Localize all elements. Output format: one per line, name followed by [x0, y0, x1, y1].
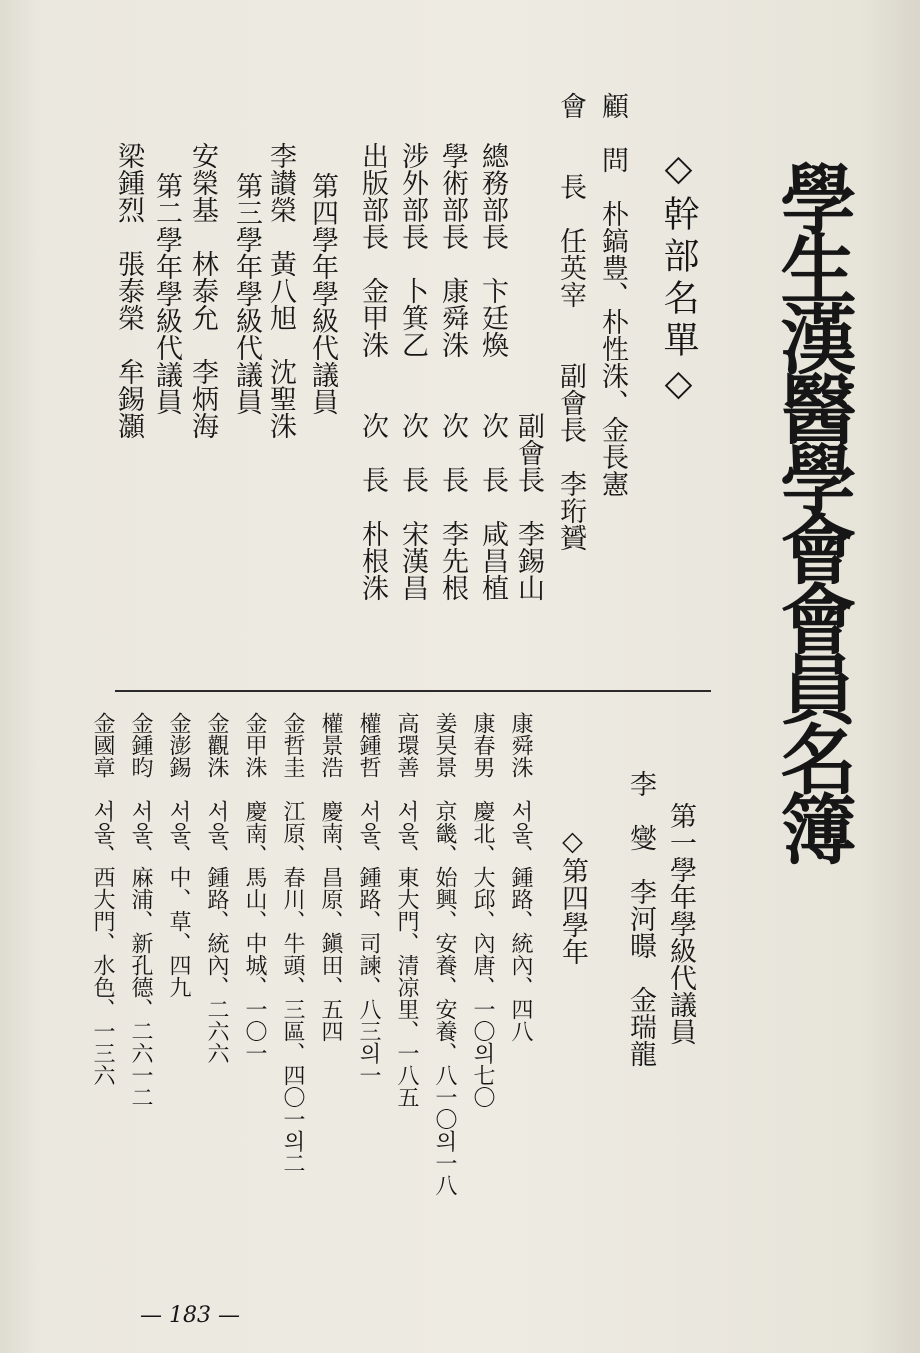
rep2-names: 梁鍾烈 張泰榮 牟錫灝	[113, 142, 144, 439]
member-row: 金哲圭 江原、春川、牛頭、三區、四〇一의二	[280, 712, 305, 1174]
rep3-heading: 第三學年學級代議員	[231, 172, 262, 415]
page-title: 學生漢醫學會會員名簿	[768, 160, 857, 860]
rep2-heading: 第二學年學級代議員	[151, 172, 182, 415]
member-row: 金澎錫 서울、中、草、四九	[166, 712, 191, 998]
officer-row: 總務部長 卞廷煥 次 長 咸昌植	[477, 142, 508, 601]
member-row: 權鍾哲 서울、鍾路、司諫、八三의一	[356, 712, 381, 1086]
bleed-through-text	[876, 60, 912, 1280]
rep1-heading: 第一學年學級代議員	[665, 802, 696, 1045]
member-row: 金國章 서울、西大門、水色、一三六	[90, 712, 115, 1086]
president-line: 會 長 任英宰 副會長 李珩贇	[555, 92, 586, 551]
officer-row: 出版部長 金甲洙 次 長 朴根洙	[357, 142, 388, 601]
member-row: 權景浩 慶南、昌原、鎭田、五四	[318, 712, 343, 1042]
member-row: 高環善 서울、東大門、清凉里、一八五	[394, 712, 419, 1108]
advisor-line: 顧 問 朴鎬豊、朴性洙、金長憲	[597, 92, 628, 497]
member-row: 金鍾昀 서울、麻浦、新孔德、二六一二	[128, 712, 153, 1108]
vice-president-line: 副會長 李錫山	[513, 412, 544, 601]
member-row: 姜旲景 京畿、始興、安養、安養、八一〇의一八	[432, 712, 457, 1196]
section-divider	[115, 690, 711, 692]
rep1-names: 李 燮 李河暻 金瑞龍	[625, 770, 656, 1067]
officer-row: 學術部長 康舜洙 次 長 李先根	[437, 142, 468, 601]
officer-row: 涉外部長 卜箕乙 次 長 宋漢昌	[397, 142, 428, 601]
member-row: 金觀洙 서울、鍾路、統內、二六六	[204, 712, 229, 1064]
member-row: 康舜洙 서울、鍾路、統內、四八	[508, 712, 533, 1042]
officers-heading: ◇幹部名單◇	[658, 148, 699, 410]
member-row: 金甲洙 慶南、馬山、中城、一〇一	[242, 712, 267, 1064]
member-row: 康春男 慶北、大邱、內唐、一〇의七〇	[470, 712, 495, 1108]
rep4-names: 李讃榮 黃八旭 沈聖洙	[265, 142, 296, 439]
rep4-heading: 第四學年學級代議員	[307, 172, 338, 415]
rep3-names: 安榮基 林泰允 李炳海	[187, 142, 218, 439]
grade4-heading: ◇第四學年	[557, 826, 588, 965]
page-number: — 183 —	[140, 1303, 240, 1328]
